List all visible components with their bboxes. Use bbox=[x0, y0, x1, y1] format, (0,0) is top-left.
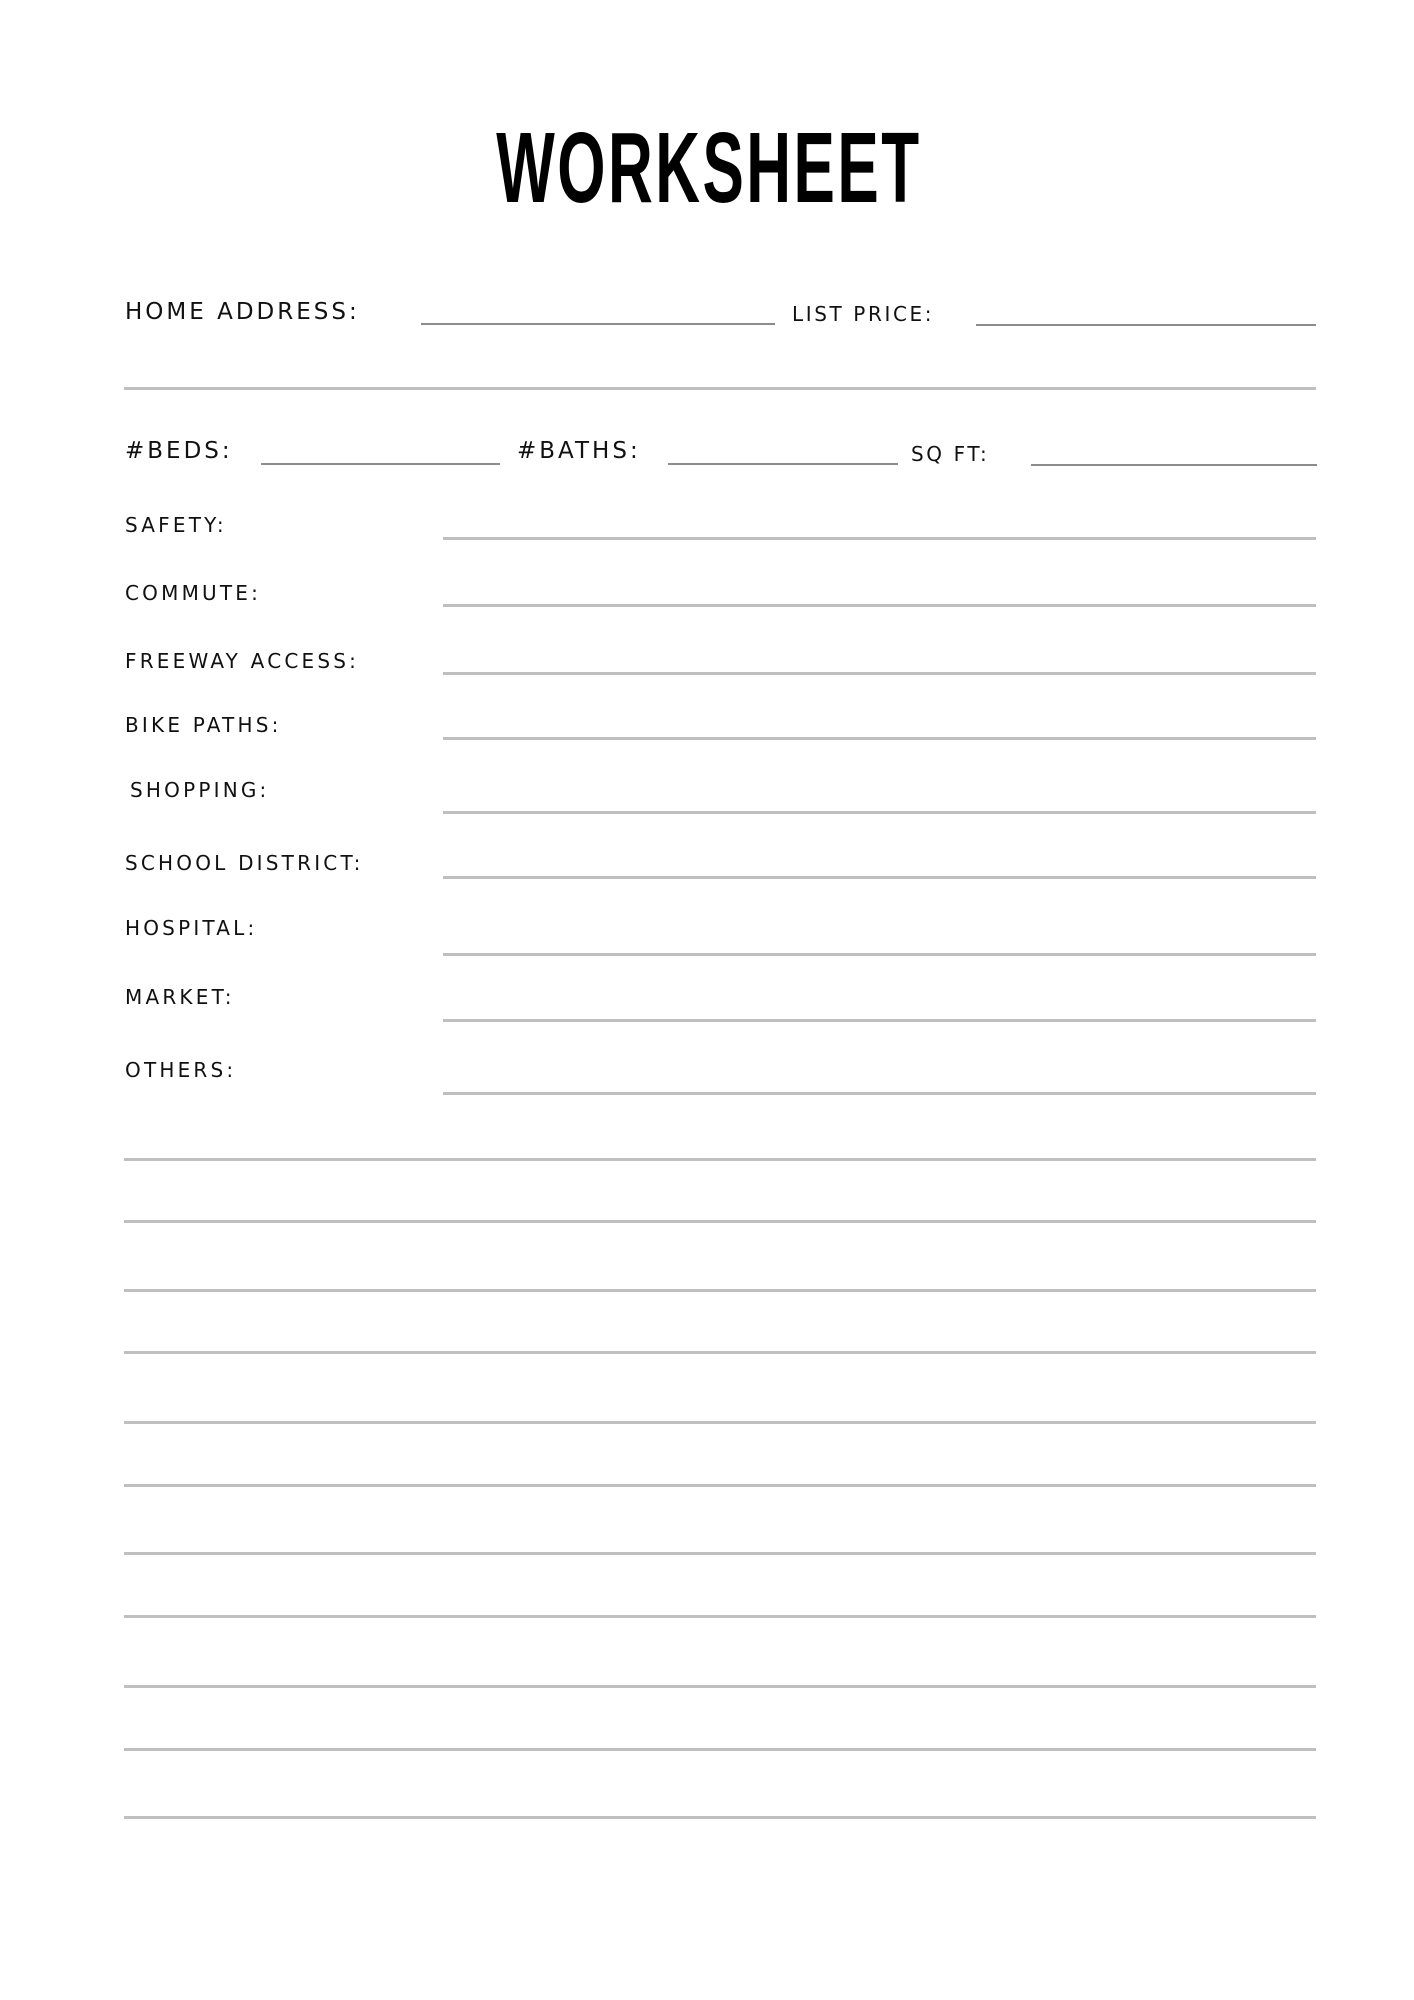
criteria-field-freeway-access[interactable] bbox=[443, 672, 1316, 675]
criteria-label-market: MARKET: bbox=[125, 985, 235, 1009]
criteria-label-shopping: SHOPPING: bbox=[130, 778, 270, 802]
criteria-label-commute: COMMUTE: bbox=[125, 581, 262, 605]
criteria-field-others[interactable] bbox=[443, 1092, 1316, 1095]
criteria-label-hospital: HOSPITAL: bbox=[125, 916, 258, 940]
criteria-label-freeway-access: FREEWAY ACCESS: bbox=[125, 649, 360, 673]
criteria-field-bike-paths[interactable] bbox=[443, 737, 1316, 740]
criteria-field-shopping[interactable] bbox=[443, 811, 1316, 814]
notes-line[interactable] bbox=[124, 1615, 1316, 1618]
notes-line[interactable] bbox=[124, 1748, 1316, 1751]
notes-line[interactable] bbox=[124, 1421, 1316, 1424]
notes-line[interactable] bbox=[124, 1816, 1316, 1819]
notes-line[interactable] bbox=[124, 1158, 1316, 1161]
criteria-field-commute[interactable] bbox=[443, 604, 1316, 607]
notes-line[interactable] bbox=[124, 1351, 1316, 1354]
sq-ft-label: SQ FT: bbox=[911, 442, 990, 466]
notes-line[interactable] bbox=[124, 1484, 1316, 1487]
criteria-label-others: OTHERS: bbox=[125, 1058, 237, 1082]
criteria-field-safety[interactable] bbox=[443, 537, 1316, 540]
page-title: WORKSHEET bbox=[496, 112, 922, 224]
home-address-label: HOME ADDRESS: bbox=[125, 299, 360, 325]
notes-line[interactable] bbox=[124, 1552, 1316, 1555]
notes-line[interactable] bbox=[124, 1685, 1316, 1688]
criteria-field-hospital[interactable] bbox=[443, 953, 1316, 956]
home-address-continuation-line[interactable] bbox=[124, 387, 1316, 390]
notes-line[interactable] bbox=[124, 1220, 1316, 1223]
baths-label: #BATHS: bbox=[517, 438, 641, 464]
notes-line[interactable] bbox=[124, 1289, 1316, 1292]
list-price-field[interactable] bbox=[976, 324, 1316, 326]
baths-field[interactable] bbox=[668, 463, 898, 465]
beds-label: #BEDS: bbox=[125, 438, 233, 464]
beds-field[interactable] bbox=[261, 463, 500, 465]
home-address-field[interactable] bbox=[421, 323, 775, 325]
criteria-field-market[interactable] bbox=[443, 1019, 1316, 1022]
sq-ft-field[interactable] bbox=[1031, 464, 1317, 466]
criteria-field-school-district[interactable] bbox=[443, 876, 1316, 879]
criteria-label-bike-paths: BIKE PATHS: bbox=[125, 713, 282, 737]
criteria-label-safety: SAFETY: bbox=[125, 513, 227, 537]
criteria-label-school-district: SCHOOL DISTRICT: bbox=[125, 851, 364, 875]
list-price-label: LIST PRICE: bbox=[792, 302, 935, 326]
